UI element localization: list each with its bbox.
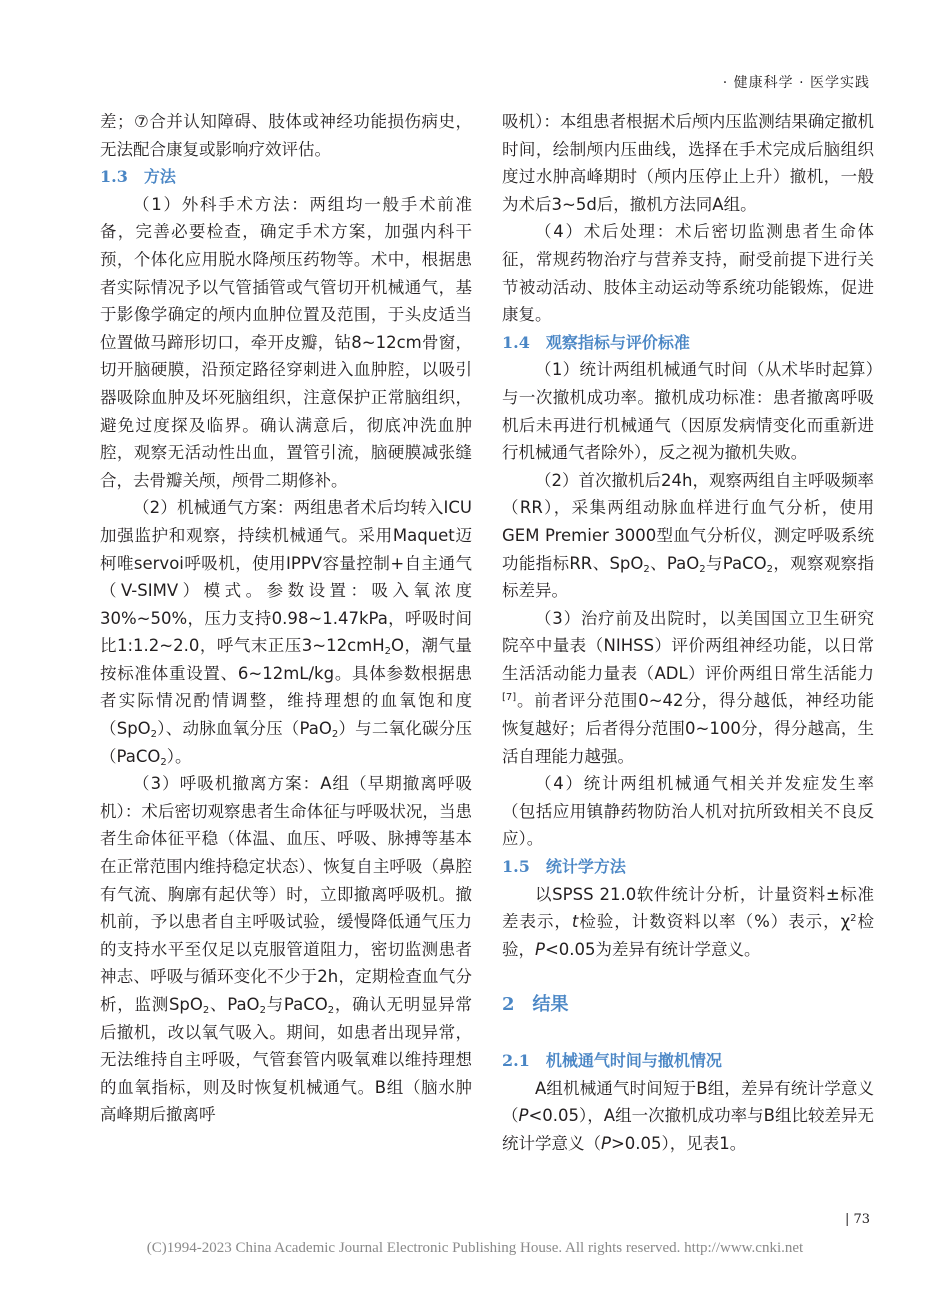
paragraph-surgery: （1）外科手术方法：两组均一般手术前准备，完善必要检查，确定手术方案，加强内科干预，个体化应用脱水降颅压药物等。术中，根据患者实际情况予以气管插管或气管切开机械通气，基于影像学确定的颅内血肿位置及范围，于头皮适当位置做马蹄形切口，牵开皮瓣，钻8~12cm骨窗，切开脑硬膜，沿预定路径穿刺进入血肿腔，以吸引器吸除血肿及坏死脑组织，注意保护正常脑组织，避免过度探及临界。确认满意后，彻底冲洗血肿腔，观察无活动性出血，置管引流，脑硬膜减张缝合，去骨瓣关颅，颅骨二期修补。 [100, 194, 472, 490]
paragraph-weaning: （3）呼吸机撤离方案：A组（早期撤离呼吸机）：术后密切观察患者生命体征与呼吸状况，当患者生命体征平稳（体温、血压、呼吸、脉搏等基本在正常范围内维持稳定状态）、恢复自主呼吸（鼻腔有气流、胸廓有起伏等）时，立即撤离呼吸机。撤机前，予以患者自主呼吸试验，缓慢降低通气压力的支持水平至仅足以克服管道阻力，密切监测患者神志、呼吸与循环变化不少于2h，定期检查血气分析，监测SpO$_2$、PaO$_2$与PaCO$_2$，确认无明显异常后撤机，改以氧气吸入。期间，如患者出现异常，无法维持自主呼吸，气管套管内吸氧难以维持理想的血氧指标，则及时恢复机械通气。B组（脑水肿高峰期后撤离呼 [100, 774, 473, 1125]
section-heading-1-4: 1.4 观察指标与评价标准 [502, 332, 690, 352]
copyright-footer: (C)1994-2023 China Academic Journal Electronic Publishing House. All rights reserved. http://www.cnki.net [146, 1240, 804, 1256]
paragraph: 差；⑦合并认知障碍、肢体或神经功能损伤病史，无法配合康复或影响疗效评估。 [100, 112, 472, 159]
section-heading-1-3: 1.3 方法 [100, 167, 176, 187]
section-heading-2-1: 2.1 机械通气时间与撤机情况 [502, 1051, 722, 1070]
paragraph-ventilation: （2）机械通气方案：两组患者术后均转入ICU加强监护和观察，持续机械通气。采用Maquet迈柯唯servoi呼吸机，使用IPPV容量控制+自主通气（V-SIMV）模式。参数设置：吸入氧浓度30%~50%，压力支持0.98~1.47kPa，呼吸时间比1:1.2~2.0，呼气末正压3~12cmH$_2$O，潮气量按标准体重设置、6~12mL/kg。具体参数根据患者实际情况酌情调整，维持理想的血氧饱和度（SpO$_2$）、动脉血氧分压（PaO$_2$）与二氧化碳分压（PaCO$_2$）。 [100, 498, 473, 768]
section-heading-2: 2 结果 [502, 994, 569, 1016]
paragraph-indicator-3: （3）治疗前及出院时，以美国国立卫生研究院卒中量表（NIHSS）评价两组神经功能，以日常生活活动能力量表（ADL）评价两组日常生活能力[7]。前者评分范围0~42分，得分越低，神经功能恢复越好；后者得分范围0~100分，得分越高，生活自理能力越强。 [502, 608, 874, 766]
section-heading-1-5: 1.5 统计学方法 [502, 857, 626, 877]
paragraph-results: A组机械通气时间短于B组，差异有统计学意义（P<0.05），A组一次撤机成功率与B组比较差异无统计学意义（P>0.05），见表1。 [502, 1078, 875, 1153]
page-number: | 73 [844, 1212, 870, 1227]
citation-ref: [7] [502, 692, 517, 704]
paragraph-statistics: 以SPSS 21.0软件统计分析，计量资料±标准差表示，t检验，计数资料以率（%）表示，$\chi^2$检验，P<0.05为差异有统计学意义。 [502, 884, 875, 959]
paragraph-indicator-1: （1）统计两组机械通气时间（从术毕时起算）与一次撤机成功率。撤机成功标准：患者撤离呼吸机后未再进行机械通气（因原发病情变化而重新进行机械通气者除外），反之视为撤机失败。 [502, 360, 874, 463]
paragraph-indicator-2: （2）首次撤机后24h，观察两组自主呼吸频率（RR），采集两组动脉血样进行血气分析，使用GEM Premier 3000型血气分析仪，测定呼吸系统功能指标RR、SpO$_2$、PaO$_2$与PaCO$_2$，观察观察指标差异。 [502, 470, 874, 601]
right-column [502, 108, 874, 1157]
left-column [100, 108, 472, 1129]
running-header: · 健康科学 · 医学实践 [722, 75, 870, 91]
paragraph-postop: （4）术后处理：术后密切监测患者生命体征，常规药物治疗与营养支持，耐受前提下进行关节被动活动、肢体主动运动等系统功能锻炼，促进康复。 [502, 222, 874, 325]
paragraph-indicator-4: （4）统计两组机械通气相关并发症发生率（包括应用镇静药物防治人机对抗所致相关不良反应）。 [502, 774, 874, 849]
paragraph-weaning-cont: 吸机）：本组患者根据术后颅内压监测结果确定撤机时间，绘制颅内压曲线，选择在手术完成后脑组织度过水肿高峰期时（颅内压停止上升）撤机，一般为术后3~5d后，撤机方法同A组。 [502, 112, 874, 214]
